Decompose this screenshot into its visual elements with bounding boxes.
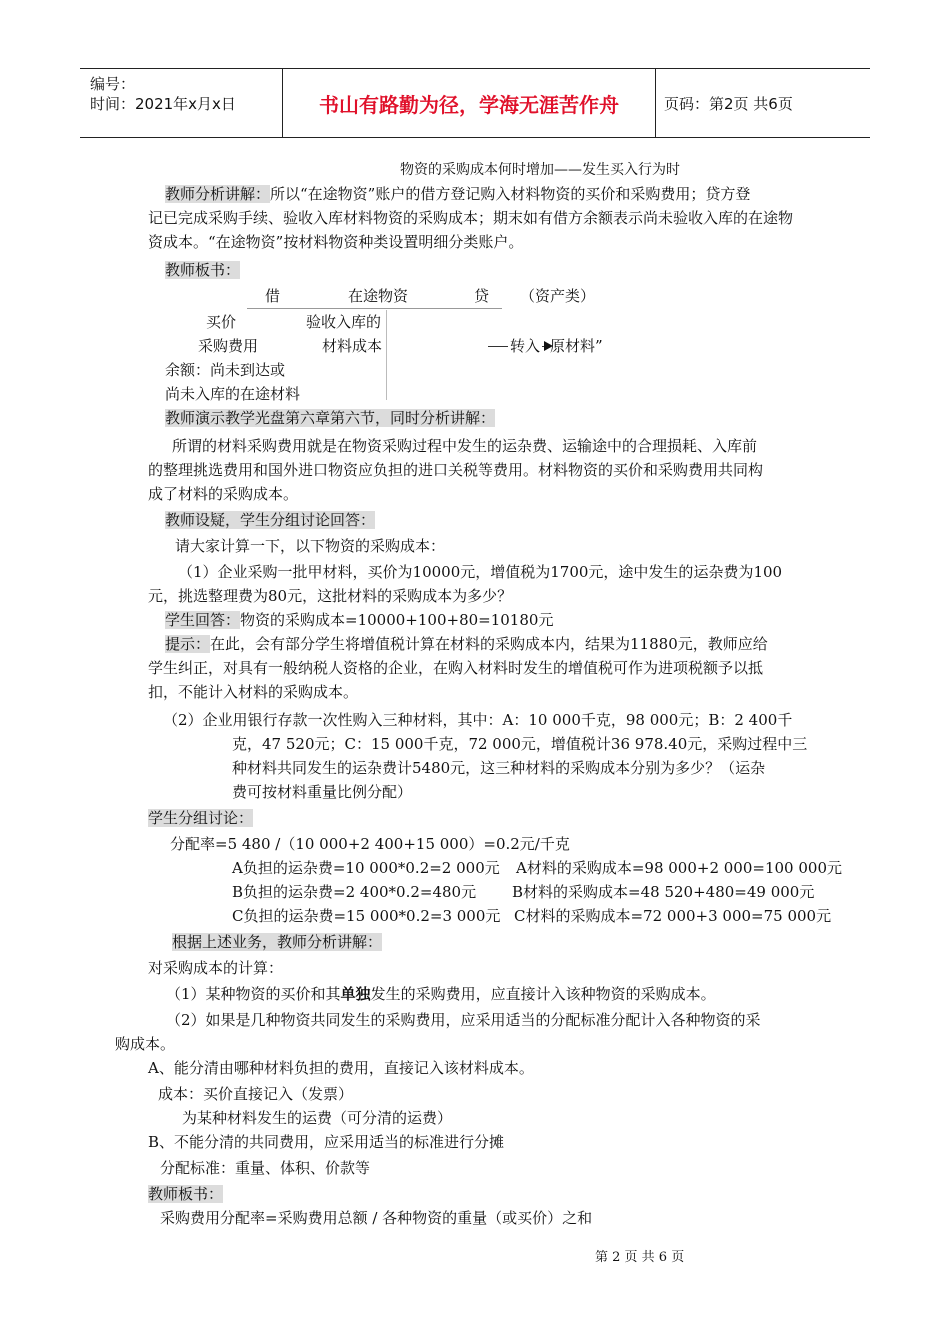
para-line: 元，挑选整理费为80元，这批材料的采购成本为多少？ <box>148 587 513 605</box>
page-label: 页码：第2页 共6页 <box>664 95 793 113</box>
number-label: 编号： <box>90 75 136 93</box>
page-footer: 第 2 页 共 6 页 <box>595 1250 685 1265</box>
para-line: 为某种材料发生的运费（可分清的运费） <box>182 1109 453 1127</box>
para-line: 教师分析讲解：所以“在途物资”账户的借方登记购入材料物资的买价和采购费用；贷方登 <box>165 185 751 203</box>
para-line: 成了材料的采购成本。 <box>148 485 299 503</box>
para-line: 记已完成采购手续、验收入库材料物资的采购成本；期末如有借方余额表示尚未验收入库的在途物 <box>148 209 794 227</box>
section-label: 学生分组讨论： <box>148 809 254 827</box>
para-line: 克，47 520元；C：15 000千克，72 000元，增值税计36 978.40元，采购过程中三 <box>232 735 808 753</box>
time-label: 时间：2021年x月x日 <box>90 95 236 113</box>
para-line: （1）企业采购一批甲材料，买价为10000元，增值税为1700元，途中发生的运杂费为100 <box>178 563 783 581</box>
transfer-label: 转入 <box>508 334 542 358</box>
transfer-target: 原材料” <box>550 337 603 355</box>
motto: 书山有路勤为径，学海无涯苦作舟 <box>282 69 656 137</box>
para-line: 的整理挑选费用和国外进口物资应负担的进口关税等费用。材料物资的买价和采购费用共同构 <box>148 461 764 479</box>
ledger-vertical-line <box>386 310 387 400</box>
para-line: 费可按材料重量比例分配） <box>232 783 413 801</box>
para-line: B、不能分清的共同费用，应采用适当的标准进行分摊 <box>148 1133 505 1151</box>
para-line: 购成本。 <box>115 1035 176 1053</box>
section-label: 教师板书： <box>165 261 241 279</box>
emphasis: 单独 <box>340 985 371 1003</box>
formula-line: C材料的采购成本=72 000+3 000=75 000元 <box>514 907 832 925</box>
para-line: （1）某种物资的买价和其单独发生的采购费用，应直接计入该种物资的采购成本。 <box>166 985 716 1003</box>
para-line: （2）如果是几种物资共同发生的采购费用，应采用适当的分配标准分配计入各种物资的采 <box>166 1011 761 1029</box>
para-line: 学生回答：物资的采购成本=10000+100+80=10180元 <box>165 611 554 629</box>
ledger-category: （资产类） <box>520 287 596 305</box>
ledger-credit-item: 验收入库的 <box>306 313 382 331</box>
ledger-account: 在途物资 <box>348 287 409 305</box>
formula-line: 采购费用分配率=采购费用总额 / 各种物资的重量（或买价）之和 <box>160 1209 593 1227</box>
ledger-balance: 尚未入库的在途材料 <box>165 385 301 403</box>
ledger-credit-item: 材料成本 <box>322 337 383 355</box>
para-line: 提示：在此，会有部分学生将增值税计算在材料的采购成本内，结果为11880元，教师应给 <box>165 635 768 653</box>
section-label: 教师分析讲解： <box>165 185 271 203</box>
para-line: 种材料共同发生的运杂费计5480元，这三种材料的采购成本分别为多少？（运杂 <box>232 759 766 777</box>
section-label: 教师设疑，学生分组讨论回答： <box>165 511 376 529</box>
formula-line: B负担的运杂费=2 400*0.2=480元 <box>232 883 477 901</box>
ledger-debit-item: 买价 <box>206 313 237 331</box>
section-label: 学生回答： <box>165 611 241 629</box>
formula-line: A材料的采购成本=98 000+2 000=100 000元 <box>516 859 842 877</box>
formula-line: A负担的运杂费=10 000*0.2=2 000元 <box>232 859 500 877</box>
ledger-debit-item: 采购费用 <box>198 337 259 355</box>
para-line: 请大家计算一下，以下物资的采购成本： <box>175 537 446 555</box>
subtitle-line: 物资的采购成本何时增加——发生买入行为时 <box>400 162 680 178</box>
para-line: 分配标准：重量、体积、价款等 <box>160 1159 371 1177</box>
ledger-balance: 余额：尚未到达或 <box>165 361 286 379</box>
para-line: （2）企业用银行存款一次性购入三种材料，其中：A：10 000千克，98 000元；B：2 400千 <box>163 711 793 729</box>
section-label: 根据上述业务，教师分析讲解： <box>172 933 383 951</box>
section-label: 教师板书： <box>148 1185 224 1203</box>
ledger-credit: 贷 <box>474 287 490 305</box>
para-line: 资成本。“在途物资”按材料物资种类设置明细分类账户。 <box>148 233 524 251</box>
para-line: 扣，不能计入材料的采购成本。 <box>148 683 359 701</box>
formula-line: 分配率=5 480 /（10 000+2 400+15 000）=0.2元/千克 <box>170 835 570 853</box>
section-label: 提示： <box>165 635 211 653</box>
section-label: 教师演示教学光盘第六章第六节，同时分析讲解： <box>165 409 496 427</box>
formula-line: B材料的采购成本=48 520+480=49 000元 <box>512 883 815 901</box>
para-line: 成本：买价直接记入（发票） <box>158 1085 354 1103</box>
para-line: 对采购成本的计算： <box>148 959 284 977</box>
ledger-debit: 借 <box>265 287 281 305</box>
formula-line: C负担的运杂费=15 000*0.2=3 000元 <box>232 907 501 925</box>
header-left-cell <box>80 69 282 137</box>
para-line: 所谓的材料采购费用就是在物资采购过程中发生的运杂费、运输途中的合理损耗、入库前 <box>172 437 758 455</box>
header-table <box>80 68 870 138</box>
para-line: A、能分清由哪种材料负担的费用，直接记入该材料成本。 <box>148 1059 534 1077</box>
ledger-horizontal-line <box>247 308 502 309</box>
para-line: 学生纠正，对具有一般纳税人资格的企业，在购入材料时发生的增值税可作为进项税额予以抵 <box>148 659 764 677</box>
